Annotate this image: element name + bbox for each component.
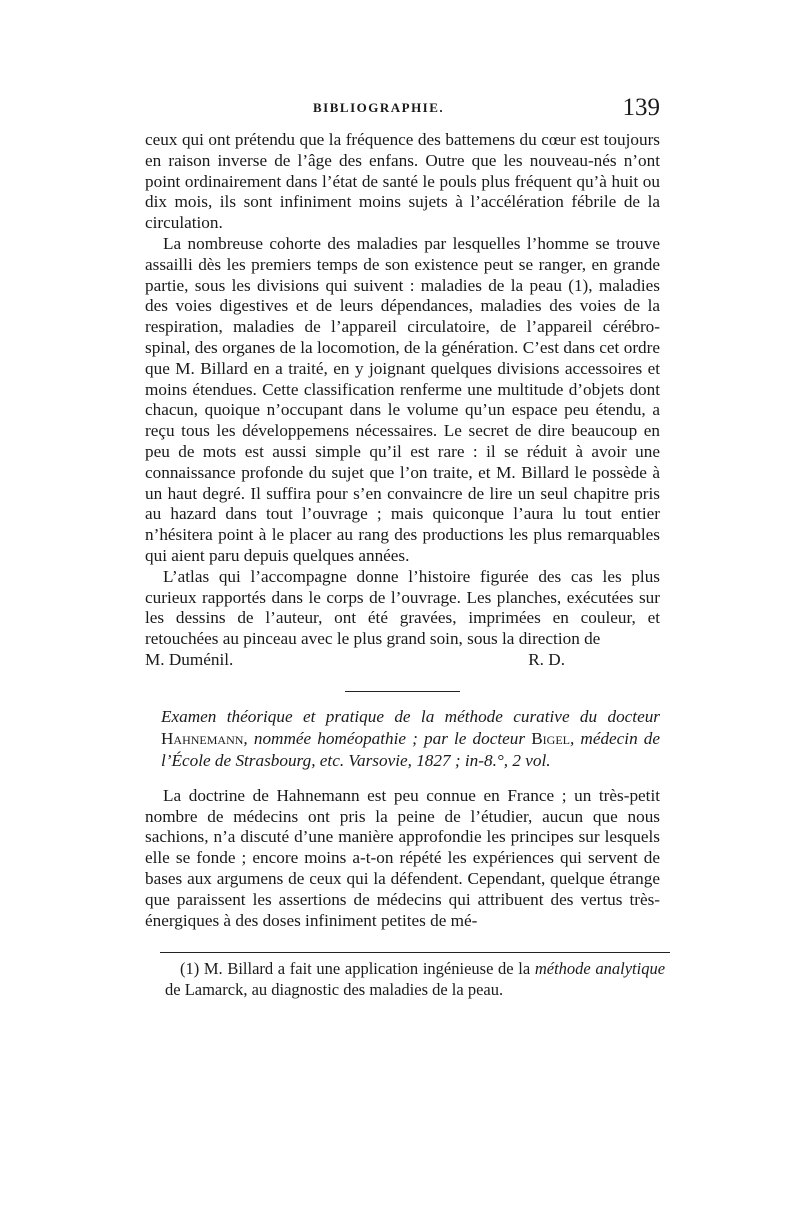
- signature-initials: R. D.: [528, 649, 565, 669]
- paragraph-3: L’atlas qui l’accompagne donne l’histoire figurée des cas les plus curieux rapportés dans le corps de l’ouvrage. Les planches, exécutées sur les dessins de l’auteur, ont été gravées, imprimées en couleur, et retouchées au pinceau avec le plus grand soin, sous la direction de: [145, 566, 660, 649]
- section-divider: [345, 691, 460, 692]
- footnote-divider: [160, 952, 670, 953]
- paragraph-2: La nombreuse cohorte des maladies par lesquelles l’homme se trouve assailli dès les premiers temps de son existence peut se ranger, en grande partie, sous les divisions qui suivent : maladies de la peau (1), maladies des voies digestives et de leurs dépendances, maladies des voies de la respiration, maladies de l’appareil circulatoire, de l’appareil cérébro-spinal, des organes de la locomotion, de la génération. C’est dans cet ordre que M. Billard en a traité, en y joignant quelques divisions accessoires et moins étendues. Cette classification renferme une multitude d’objets dont chacun, quoique n’occupant dans le volume qu’un espace peu étendu, a reçu tous les développemens nécessaires. Le secret de dire beaucoup en peu de mots est aussi simple qu’il est rare : il se réduit à avoir une connaissance profonde du sujet que l’on traite, et M. Billard le possède à un haut degré. Il suffira pour s’en convaincre de lire un seul chapitre pris au hazard dans tout l’ouvrage ; mais quiconque l’aura lu tout entier n’hésitera point à le placer au rang des productions les plus remarquables qui aient paru depuis quelques années.: [145, 233, 660, 565]
- title-part-2: , nommée homéopathie ; par le docteur: [243, 728, 526, 748]
- paragraph-1: ceux qui ont prétendu que la fréquence des battemens du cœur est toujours en raison inverse de l’âge des enfans. Outre que les nouveau-nés n’ont point ordinairement dans l’état de santé le pouls plus fréquent qu’à huit ou dix mois, ils sont infiniment moins sujets à l’accélération fébrile de la circulation.: [145, 130, 660, 233]
- title-part-3: , médecin de l’École de Strasbourg, etc. Varsovie, 1827 ; in-8.°, 2 vol.: [161, 728, 661, 770]
- signature-left: M. Duménil.: [145, 649, 234, 669]
- running-head: BIBLIOGRAPHIE.: [313, 100, 445, 115]
- footnote-italic: méthode analytique: [534, 959, 666, 978]
- title-author: Hahnemann: [161, 728, 244, 748]
- title-part-1: Examen théorique et pratique de la méthode curative du docteur: [161, 706, 660, 726]
- footnote-text-2: de Lamarck, au diagnostic des maladies de la peau.: [165, 980, 504, 999]
- body-text: [145, 130, 660, 931]
- paragraph-4: La doctrine de Hahnemann est peu connue en France ; un très-petit nombre de médecins ont pris la peine de l’étudier, aucun que nous sachions, n’a discuté d’une manière approfondie les principes sur lesquels elle se fonde ; encore moins a-t-on répété les expériences qui servent de bases aux argumens de ceux qui la défendent. Cependant, quelque étrange que paraissent les assertions de médecins qui attribuent des vertus très-énergiques à des doses infiniment petites de mé-: [145, 785, 660, 930]
- footnote-text-1: (1) M. Billard a fait une application ingénieuse de la: [180, 959, 531, 978]
- page-header: [145, 96, 660, 126]
- title-translator: Bigel: [531, 728, 570, 748]
- page-number: 139: [622, 94, 660, 121]
- footnote: [165, 958, 665, 1000]
- review-signature: [145, 650, 660, 671]
- article-title: [145, 706, 660, 772]
